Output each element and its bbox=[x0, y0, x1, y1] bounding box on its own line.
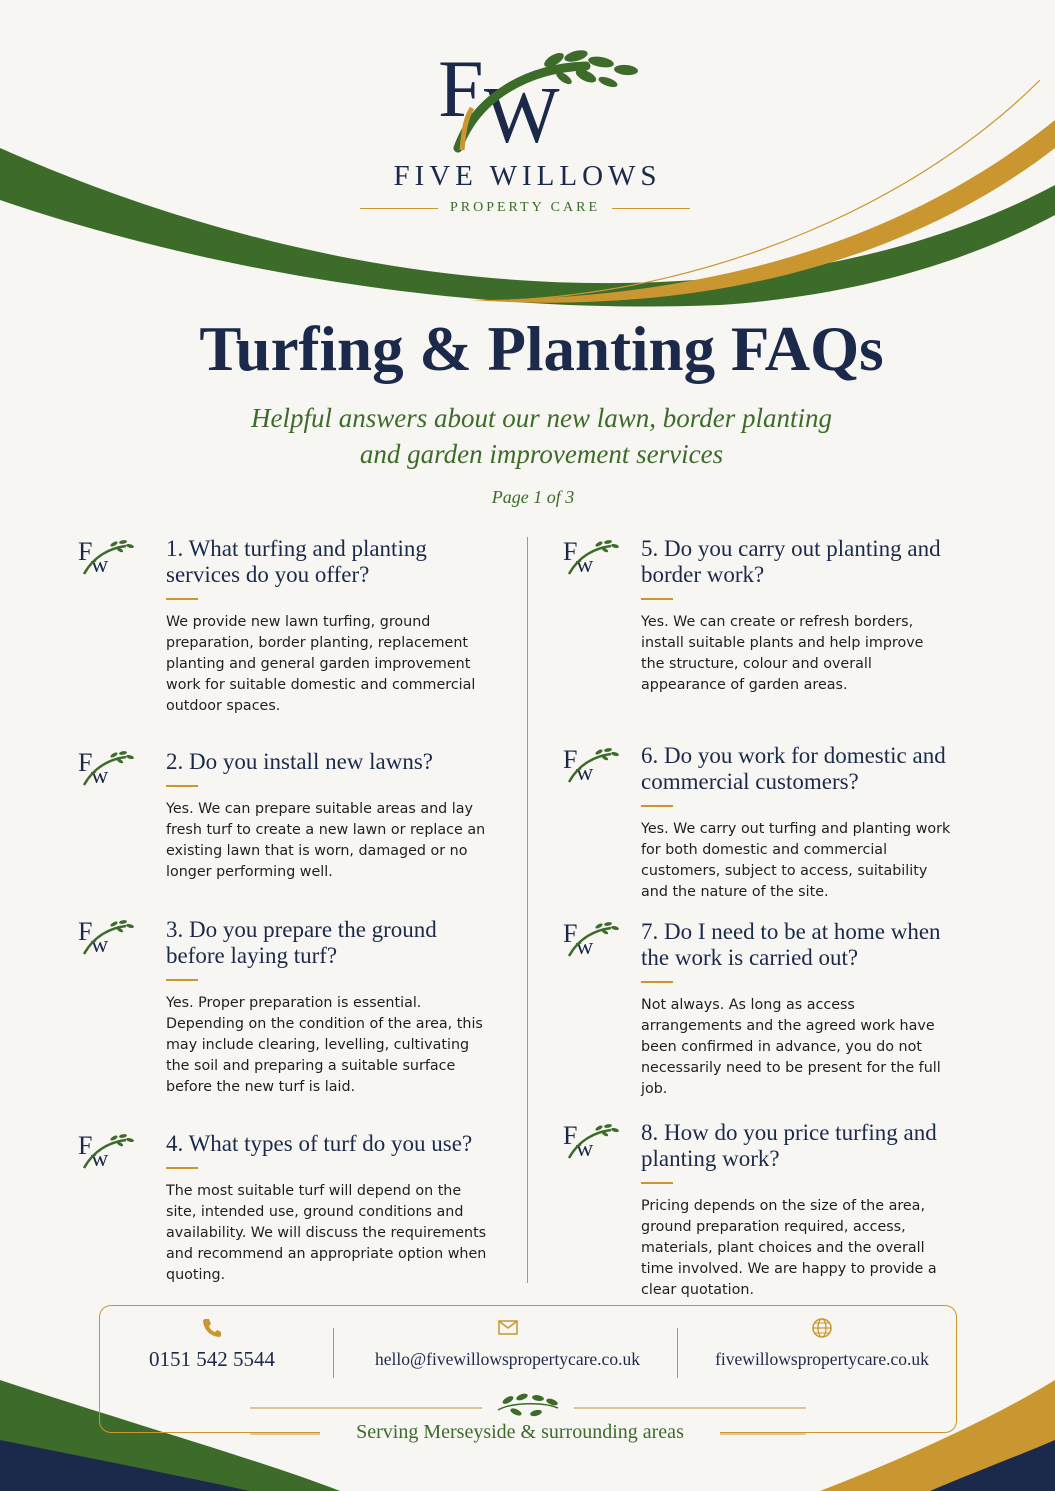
faq-answer: Yes. We can prepare suitable areas and lay fresh turf to create a new lawn or replace an existing lawn that is worn, damaged or no longer performing well. bbox=[166, 801, 486, 880]
tagline-rule-right bbox=[612, 208, 690, 209]
faq-question: 1. What turfing and planting services do you offer? bbox=[166, 536, 427, 587]
contact-website[interactable] bbox=[688, 1316, 956, 1370]
fw-leaf-icon bbox=[76, 534, 136, 576]
faq-item-6 bbox=[641, 743, 956, 903]
contact-separator bbox=[677, 1328, 678, 1378]
svg-text:w: w bbox=[91, 932, 109, 956]
faq-accent-bar bbox=[166, 785, 198, 787]
svg-text:w: w bbox=[576, 934, 594, 958]
fw-leaf-icon bbox=[561, 742, 621, 784]
envelope-icon bbox=[496, 1316, 520, 1338]
contact-separator bbox=[333, 1328, 334, 1378]
faq-question: 5. Do you carry out planting and border work? bbox=[641, 536, 941, 587]
page-subtitle bbox=[160, 400, 923, 472]
page-number: Page 1 of 3 bbox=[491, 487, 575, 507]
svg-text:F: F bbox=[78, 917, 93, 946]
page-title: Turfing & Planting FAQs bbox=[199, 314, 884, 384]
svg-text:F: F bbox=[563, 919, 578, 948]
fw-leaf-icon bbox=[561, 534, 621, 576]
faq-question: 3. Do you prepare the ground before laying turf? bbox=[166, 917, 437, 968]
faq-accent-bar bbox=[641, 981, 673, 983]
fw-leaf-icon bbox=[76, 1128, 136, 1170]
svg-text:F: F bbox=[78, 537, 93, 566]
phone-icon bbox=[201, 1316, 223, 1338]
leaf-sprig-icon bbox=[498, 1392, 559, 1417]
faq-item-1 bbox=[166, 536, 496, 717]
svg-text:F: F bbox=[563, 745, 578, 774]
faq-item-2 bbox=[166, 749, 496, 883]
fw-leaf-icon bbox=[561, 916, 621, 958]
faq-question: 4. What types of turf do you use? bbox=[166, 1131, 473, 1156]
faq-accent-bar bbox=[166, 979, 198, 981]
contact-phone[interactable] bbox=[112, 1316, 312, 1372]
faq-item-8 bbox=[641, 1120, 941, 1301]
five-willows-logo bbox=[436, 38, 646, 158]
faq-accent-bar bbox=[641, 1182, 673, 1184]
faq-question: 8. How do you price turfing and planting work? bbox=[641, 1120, 937, 1171]
faq-item-4 bbox=[166, 1131, 496, 1286]
fw-leaf-icon bbox=[76, 745, 136, 787]
svg-text:F: F bbox=[438, 43, 484, 134]
svg-text:F: F bbox=[78, 748, 93, 777]
faq-answer: Not always. As long as access arrangements and the agreed work have been confirmed in advance, you do not necessarily need to be present for the full job. bbox=[641, 997, 941, 1097]
faq-item-7 bbox=[641, 919, 951, 1100]
faq-accent-bar bbox=[641, 805, 673, 807]
faq-answer: Yes. Proper preparation is essential. Depending on the condition of the area, this may include clearing, levelling, cultivating the soil and preparing a suitable surface before the new turf is laid. bbox=[166, 995, 483, 1095]
svg-text:w: w bbox=[91, 763, 109, 787]
phone-number[interactable]: 0151 542 5544 bbox=[149, 1347, 275, 1371]
globe-icon bbox=[810, 1316, 834, 1340]
svg-text:W: W bbox=[484, 72, 560, 158]
faq-answer: We provide new lawn turfing, ground preparation, border planting, replacement planting and general garden improvement work for suitable domestic and commercial outdoor spaces. bbox=[166, 614, 476, 714]
brand-tagline: PROPERTY CARE bbox=[449, 200, 601, 215]
column-divider bbox=[527, 537, 528, 1283]
svg-text:w: w bbox=[576, 552, 594, 576]
faq-item-3 bbox=[166, 917, 496, 1098]
svg-text:F: F bbox=[563, 537, 578, 566]
fw-leaf-icon bbox=[561, 1118, 621, 1160]
svg-text:w: w bbox=[576, 760, 594, 784]
fw-leaf-icon bbox=[76, 914, 136, 956]
email-address[interactable]: hello@fivewillowspropertycare.co.uk bbox=[375, 1349, 640, 1369]
faq-question: 2. Do you install new lawns? bbox=[166, 749, 434, 774]
svg-text:F: F bbox=[78, 1131, 93, 1160]
contact-email[interactable] bbox=[340, 1316, 675, 1370]
faq-accent-bar bbox=[166, 598, 198, 600]
svg-text:w: w bbox=[91, 1146, 109, 1170]
faq-answer: Yes. We carry out turfing and planting work for both domestic and commercial customers, subject to access, suitability and the nature of the site. bbox=[641, 821, 951, 900]
svg-text:w: w bbox=[576, 1136, 594, 1160]
service-area: Serving Merseyside & surrounding areas bbox=[320, 1421, 720, 1444]
faq-question: 6. Do you work for domestic and commercial customers? bbox=[641, 743, 946, 794]
subtitle-line-2: and garden improvement services bbox=[359, 439, 724, 469]
faq-answer: Yes. We can create or refresh borders, install suitable plants and help improve the structure, colour and overall appearance of garden areas. bbox=[641, 614, 924, 693]
faq-accent-bar bbox=[641, 598, 673, 600]
faq-item-5 bbox=[641, 536, 951, 696]
faq-question: 7. Do I need to be at home when the work is carried out? bbox=[641, 919, 941, 970]
website-url[interactable]: fivewillowspropertycare.co.uk bbox=[715, 1349, 929, 1369]
faq-accent-bar bbox=[166, 1167, 198, 1169]
brand-name: FIVE WILLOWS bbox=[393, 160, 662, 192]
svg-text:w: w bbox=[91, 552, 109, 576]
faq-answer: The most suitable turf will depend on the site, intended use, ground conditions and availability. We will discuss the requirements and recommend an appropriate option when quoting. bbox=[166, 1183, 487, 1283]
brand-tagline-row bbox=[360, 200, 690, 216]
faq-answer: Pricing depends on the size of the area, ground preparation required, access, materials, plant choices and the overall time involved. We are happy to provide a clear quotation. bbox=[641, 1198, 937, 1298]
subtitle-line-1: Helpful answers about our new lawn, border planting bbox=[250, 403, 832, 433]
svg-text:F: F bbox=[563, 1121, 578, 1150]
tagline-rule-left bbox=[360, 208, 438, 209]
